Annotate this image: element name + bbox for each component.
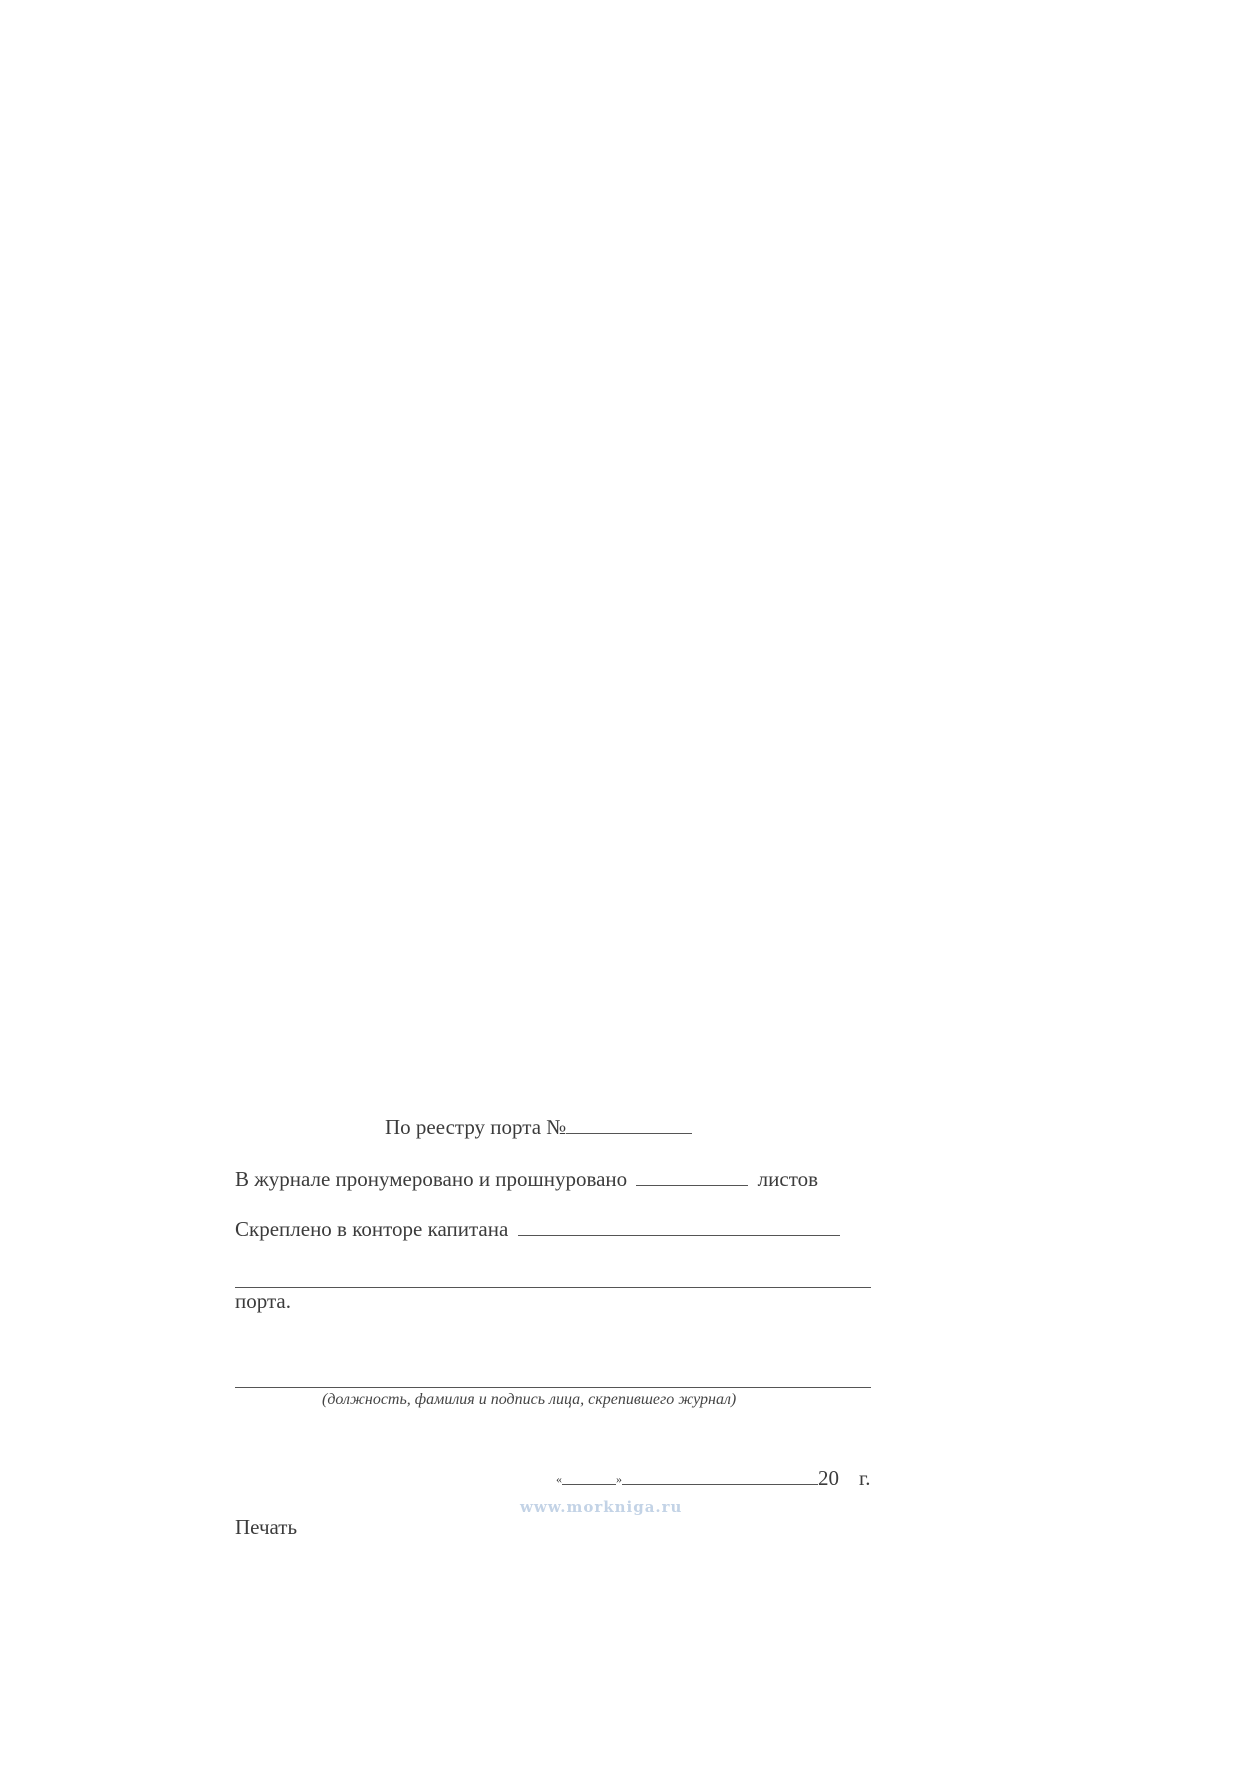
stamp-label: Печать — [235, 1515, 298, 1539]
captain-office-blank[interactable] — [518, 1217, 840, 1236]
registry-line — [385, 1114, 692, 1140]
registry-label: По реестру порта № — [385, 1115, 567, 1139]
fastened-label: Скреплено в конторе капитана — [235, 1217, 509, 1241]
sheets-label-after: листов — [757, 1167, 819, 1191]
port-label: порта. — [235, 1289, 291, 1313]
fastened-line — [235, 1216, 840, 1242]
watermark-text: www.morkniga.ru — [520, 1498, 683, 1516]
sheets-label-before: В журнале пронумеровано и прошнуровано — [235, 1167, 628, 1191]
sheets-line — [235, 1166, 818, 1192]
date-open-quote: « — [556, 1472, 562, 1486]
year-suffix: г. — [859, 1466, 871, 1490]
sheets-count-blank[interactable] — [636, 1167, 748, 1186]
port-name-blank-line[interactable] — [235, 1287, 871, 1288]
year-prefix: 20 — [818, 1466, 839, 1490]
year-blank[interactable] — [839, 1467, 859, 1485]
day-blank[interactable] — [562, 1466, 616, 1485]
signature-caption: (должность, фамилия и подпись лица, скрепившего журнал) — [322, 1391, 737, 1408]
registry-number-blank[interactable] — [566, 1115, 692, 1134]
date-close-quote: » — [616, 1472, 622, 1486]
month-blank[interactable] — [622, 1466, 818, 1485]
signature-line[interactable] — [235, 1387, 871, 1388]
date-line — [556, 1465, 871, 1492]
